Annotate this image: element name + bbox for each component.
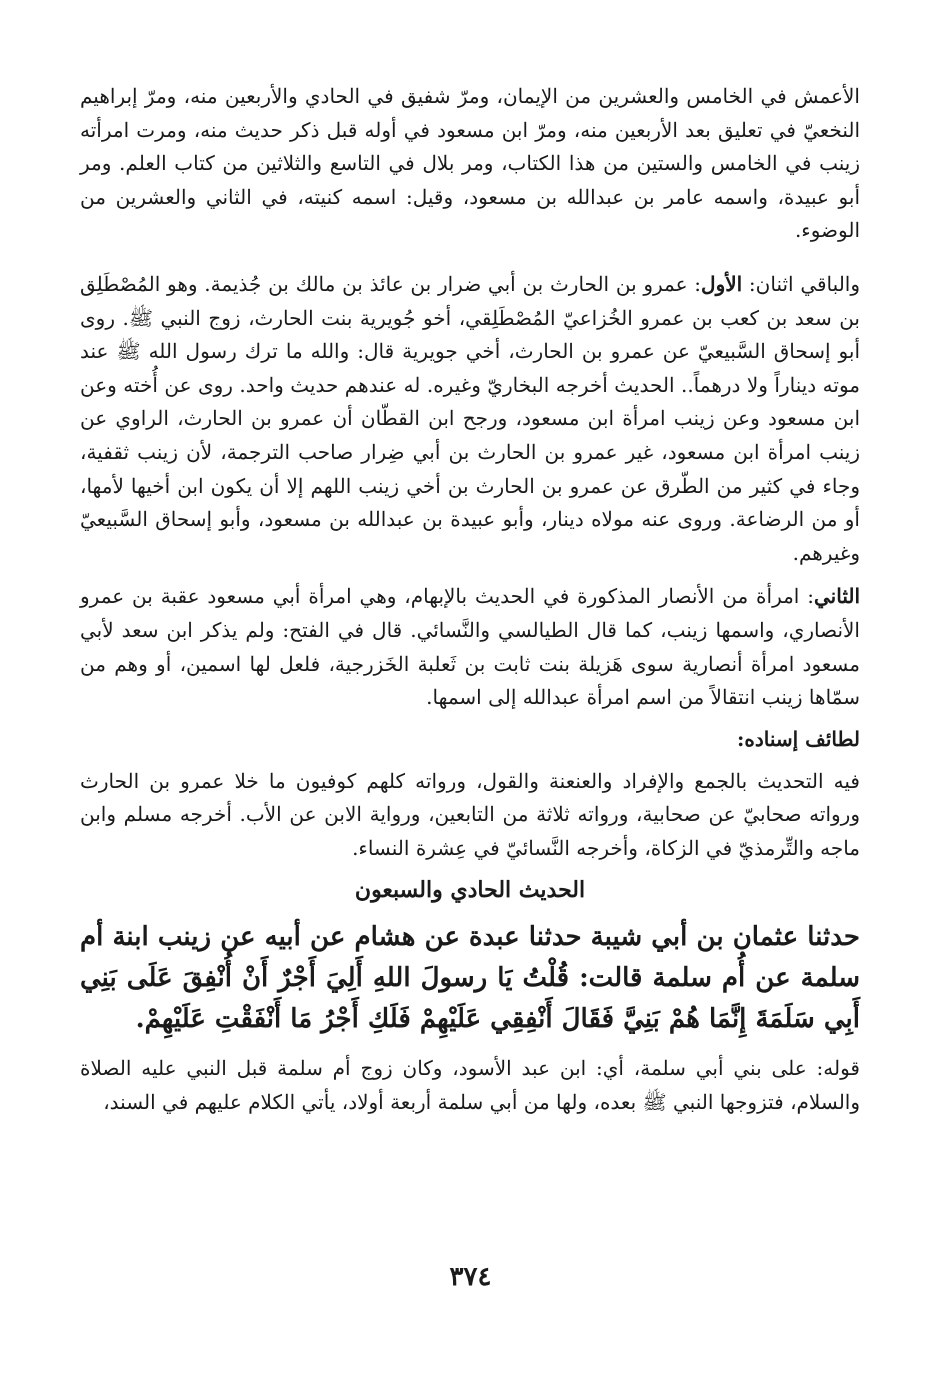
paragraph-second-body: : امرأة من الأنصار المذكورة في الحديث بالإبهام، وهي امرأة أبي مسعود عقبة بن عمرو الأنصاري، واسمها زينب، كما قال الطيالسي والنَّسائي. قال في الفتح: ولم يذكر ابن سعد لأبي مسعود امرأة أنصارية سوى هَزيلة بنت ثابت بن ثَعلبة الخَزرجية، فلعل لها اسمين، أو وهم من سمّاها زينب انتقالاً من اسم امرأة عبدالله إلى اسمها.	[80, 584, 860, 710]
label-first: الأول	[701, 271, 743, 296]
page-number: ٣٧٤	[449, 1262, 492, 1292]
label-second: الثاني	[813, 584, 860, 609]
page-text-column	[80, 80, 860, 1120]
subheading-isnad-notes: لطائف إسناده:	[736, 726, 860, 751]
paragraph-isnad-notes: فيه التحديث بالجمع والإفراد والعنعنة والقول، ورواته كلهم كوفيون ما خلا عمرو بن الحارث ورواته صحابيّ عن صحابية، ورواته ثلاثة من التابعين، ورواية الابن عن الأب. أخرجه مسلم وابن ماجه والتِّرمذيّ في الزكاة، وأخرجه النَّسائيّ في عِشرة النساء.	[80, 768, 860, 860]
hadith-text: حدثنا عثمان بن أبي شيبة حدثنا عبدة عن هشام عن أبيه عن زينب ابنة أم سلمة عن أُم سلمة قالت: قُلْتُ يَا رسولَ اللهِ أَلِيَ أَجْرٌ أَنْ أُنْفِقَ عَلَى بَنِي أَبِي سَلَمَةَ إِنَّمَا هُمْ بَنِيَّ فَقَالَ أَنْفِقِي عَلَيْهِمْ فَلَكِ أَجْرُ مَا أَنْفَقْتِ عَلَيْهِمْ.	[80, 922, 860, 1035]
section-title-hadith-71: الحديث الحادي والسبعون	[354, 877, 586, 904]
paragraph-second-narrator	[80, 580, 860, 714]
paragraph-commentary: قوله: على بني أبي سلمة، أي: ابن عبد الأسود، وكان زوج أم سلمة قبل النبي عليه الصلاة والسلام، فتزوجها النبي ﷺ بعده، ولها من أبي سلمة أربعة أولاد، يأتي الكلام عليهم في السند،	[80, 1056, 860, 1115]
paragraph-first-narrator	[80, 268, 860, 570]
paragraph-first-intro: والباقي اثنان:	[742, 271, 860, 296]
paragraph-first-body: : عمرو بن الحارث بن أبي ضرار بن عائذ بن مالك بن جُذيمة. وهو المُصْطَلِق بن سعد بن كعب بن عمرو الخُزاعيّ المُصْطَلِقي، أخو جُويرية بنت الحارث، زوج النبي ﷺ. روى أبو إسحاق السَّبيعيّ عن عمرو بن الحارث، أخي جويرية قال: والله ما ترك رسول الله ﷺ عند موته ديناراً ولا درهماً.. الحديث أخرجه البخاريّ وغيره. له عندهم حديث واحد. روى عن أُخته وعن ابن مسعود وعن زينب امرأة ابن مسعود، ورجح ابن القطّان أن عمرو بن الحارث، الراوي عن زينب امرأة ابن مسعود، غير عمرو بن الحارث بن أبي ضِرار صاحب الترجمة، لأن زينب ثقفية، وجاء في كثير من الطّرق عن عمرو بن الحارث بن أخي زينب اللهم إلا أن يكون ابن أخيها لأمها، أو من الرضاعة. وروى عنه مولاه دينار، وأبو عبيدة بن عبدالله بن مسعود، وأبو إسحاق السَّبيعيّ وغيرهم.	[80, 271, 860, 565]
paragraph-narrators-intro: الأعمش في الخامس والعشرين من الإيمان، ومرّ شفيق في الحادي والأربعين منه، ومرّ إبراهيم النخعيّ في تعليق بعد الأربعين منه، ومرّ ابن مسعود في أوله قبل ذكر حديث منه، ومرت امرأته زينب في الخامس والستين من هذا الكتاب، ومر بلال في التاسع والثلاثين من كتاب العلم. ومر أبو عبيدة، واسمه عامر بن عبدالله بن مسعود، وقيل: اسمه كنيته، في الثاني والعشرين من الوضوء.	[80, 84, 860, 243]
